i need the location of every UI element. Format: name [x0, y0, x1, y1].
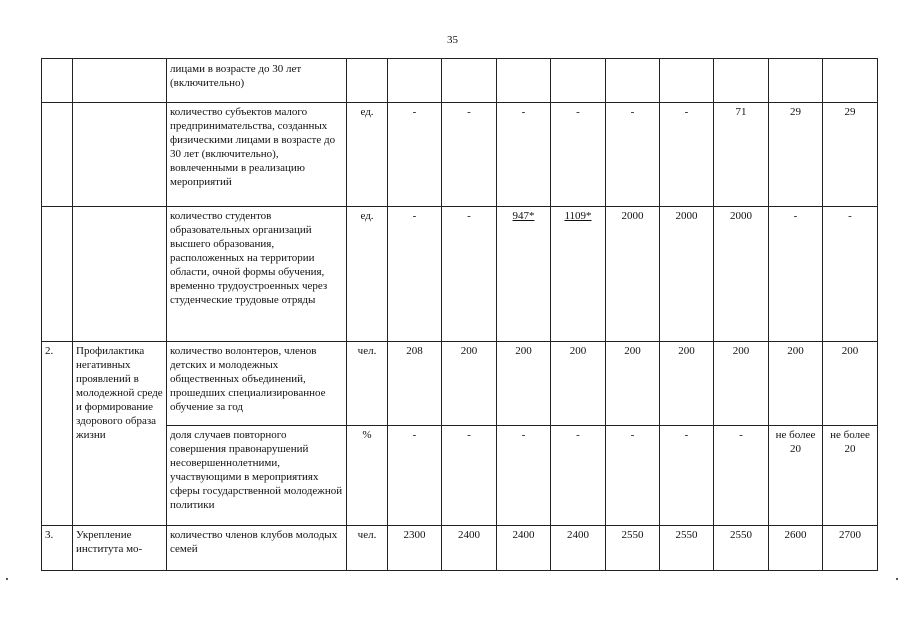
- unit-cell: чел.: [347, 342, 388, 426]
- value-cell: -: [551, 426, 606, 526]
- value-cell: 200: [497, 342, 551, 426]
- unit-cell: чел.: [347, 526, 388, 571]
- table-row: [42, 59, 878, 103]
- value-cell: 71: [714, 103, 769, 207]
- value-cell: 200: [551, 342, 606, 426]
- unit-cell: %: [347, 426, 388, 526]
- value-cell: 2700: [823, 526, 878, 571]
- value-cell: [606, 59, 660, 103]
- value-cell: 2550: [714, 526, 769, 571]
- value-cell: [497, 59, 551, 103]
- value-cell: 1109*: [551, 207, 606, 342]
- row-number: [42, 59, 73, 103]
- table-row: [42, 342, 878, 426]
- value-cell: -: [442, 426, 497, 526]
- value-cell: 200: [769, 342, 823, 426]
- indicators-table: [41, 58, 878, 571]
- event-name: Профилактика негативных проявлений в молодежной среде и формирование здорового образа жизни: [73, 342, 167, 526]
- scan-speck: [6, 578, 8, 580]
- value-cell: [442, 59, 497, 103]
- table-row: [42, 207, 878, 342]
- table-row: [42, 426, 878, 526]
- row-number: [42, 207, 73, 342]
- indicator-text: количество членов клубов молодых семей: [167, 526, 347, 571]
- value-cell: -: [551, 103, 606, 207]
- unit-cell: ед.: [347, 103, 388, 207]
- indicator-text: количество субъектов малого предпринимательства, созданных физическими лицами в возрасте до 30 лет (включительно), вовлеченными в реализацию мероприятий: [167, 103, 347, 207]
- scan-speck: [896, 578, 898, 580]
- value-cell: 29: [769, 103, 823, 207]
- value-cell: не более 20: [823, 426, 878, 526]
- value-cell: 200: [714, 342, 769, 426]
- indicator-text: количество волонтеров, членов детских и молодежных общественных объединений, прошедших специализированное обучение за год: [167, 342, 347, 426]
- value-cell: [551, 59, 606, 103]
- indicator-text: количество студентов образовательных организаций высшего образования, расположенных на территории области, очной формы обучения, временно трудоустроенных через студенческие трудовые отряды: [167, 207, 347, 342]
- value-cell: 2300: [388, 526, 442, 571]
- unit-cell: ед.: [347, 207, 388, 342]
- indicator-text: лицами в возрасте до 30 лет (включительно): [167, 59, 347, 103]
- table-row: [42, 526, 878, 571]
- value-cell: 200: [442, 342, 497, 426]
- value-cell: 2000: [660, 207, 714, 342]
- value-cell: 200: [660, 342, 714, 426]
- row-number: 2.: [42, 342, 73, 526]
- event-name: [73, 207, 167, 342]
- value-cell: 200: [823, 342, 878, 426]
- value-cell: 208: [388, 342, 442, 426]
- value-cell: -: [442, 103, 497, 207]
- value-cell: 2550: [606, 526, 660, 571]
- page-number: 35: [447, 34, 458, 46]
- indicator-text: доля случаев повторного совершения правонарушений несовершеннолетними, участвующими в мероприятиях сферы государственной молодежной политики: [167, 426, 347, 526]
- value-cell: [388, 59, 442, 103]
- value-cell: -: [660, 103, 714, 207]
- value-cell: -: [497, 103, 551, 207]
- value-cell: -: [606, 426, 660, 526]
- value-cell: -: [388, 426, 442, 526]
- event-name: Укрепление института мо-: [73, 526, 167, 571]
- value-cell: -: [769, 207, 823, 342]
- value-cell: 2400: [551, 526, 606, 571]
- event-name: [73, 103, 167, 207]
- row-number: [42, 103, 73, 207]
- value-cell: -: [388, 207, 442, 342]
- value-cell: -: [497, 426, 551, 526]
- value-cell: -: [660, 426, 714, 526]
- value-cell: 200: [606, 342, 660, 426]
- unit-cell: [347, 59, 388, 103]
- value-cell: 2600: [769, 526, 823, 571]
- value-cell: 2000: [714, 207, 769, 342]
- value-cell: -: [823, 207, 878, 342]
- value-cell: [769, 59, 823, 103]
- value-cell: -: [714, 426, 769, 526]
- value-cell: 2400: [497, 526, 551, 571]
- value-cell: 2000: [606, 207, 660, 342]
- row-number: 3.: [42, 526, 73, 571]
- table-row: [42, 103, 878, 207]
- value-cell: [660, 59, 714, 103]
- value-cell: 2400: [442, 526, 497, 571]
- value-cell: 2550: [660, 526, 714, 571]
- event-name: [73, 59, 167, 103]
- value-cell: -: [388, 103, 442, 207]
- value-cell: не более 20: [769, 426, 823, 526]
- value-cell: 29: [823, 103, 878, 207]
- value-cell: 947*: [497, 207, 551, 342]
- value-cell: [714, 59, 769, 103]
- value-cell: [823, 59, 878, 103]
- value-cell: -: [606, 103, 660, 207]
- value-cell: -: [442, 207, 497, 342]
